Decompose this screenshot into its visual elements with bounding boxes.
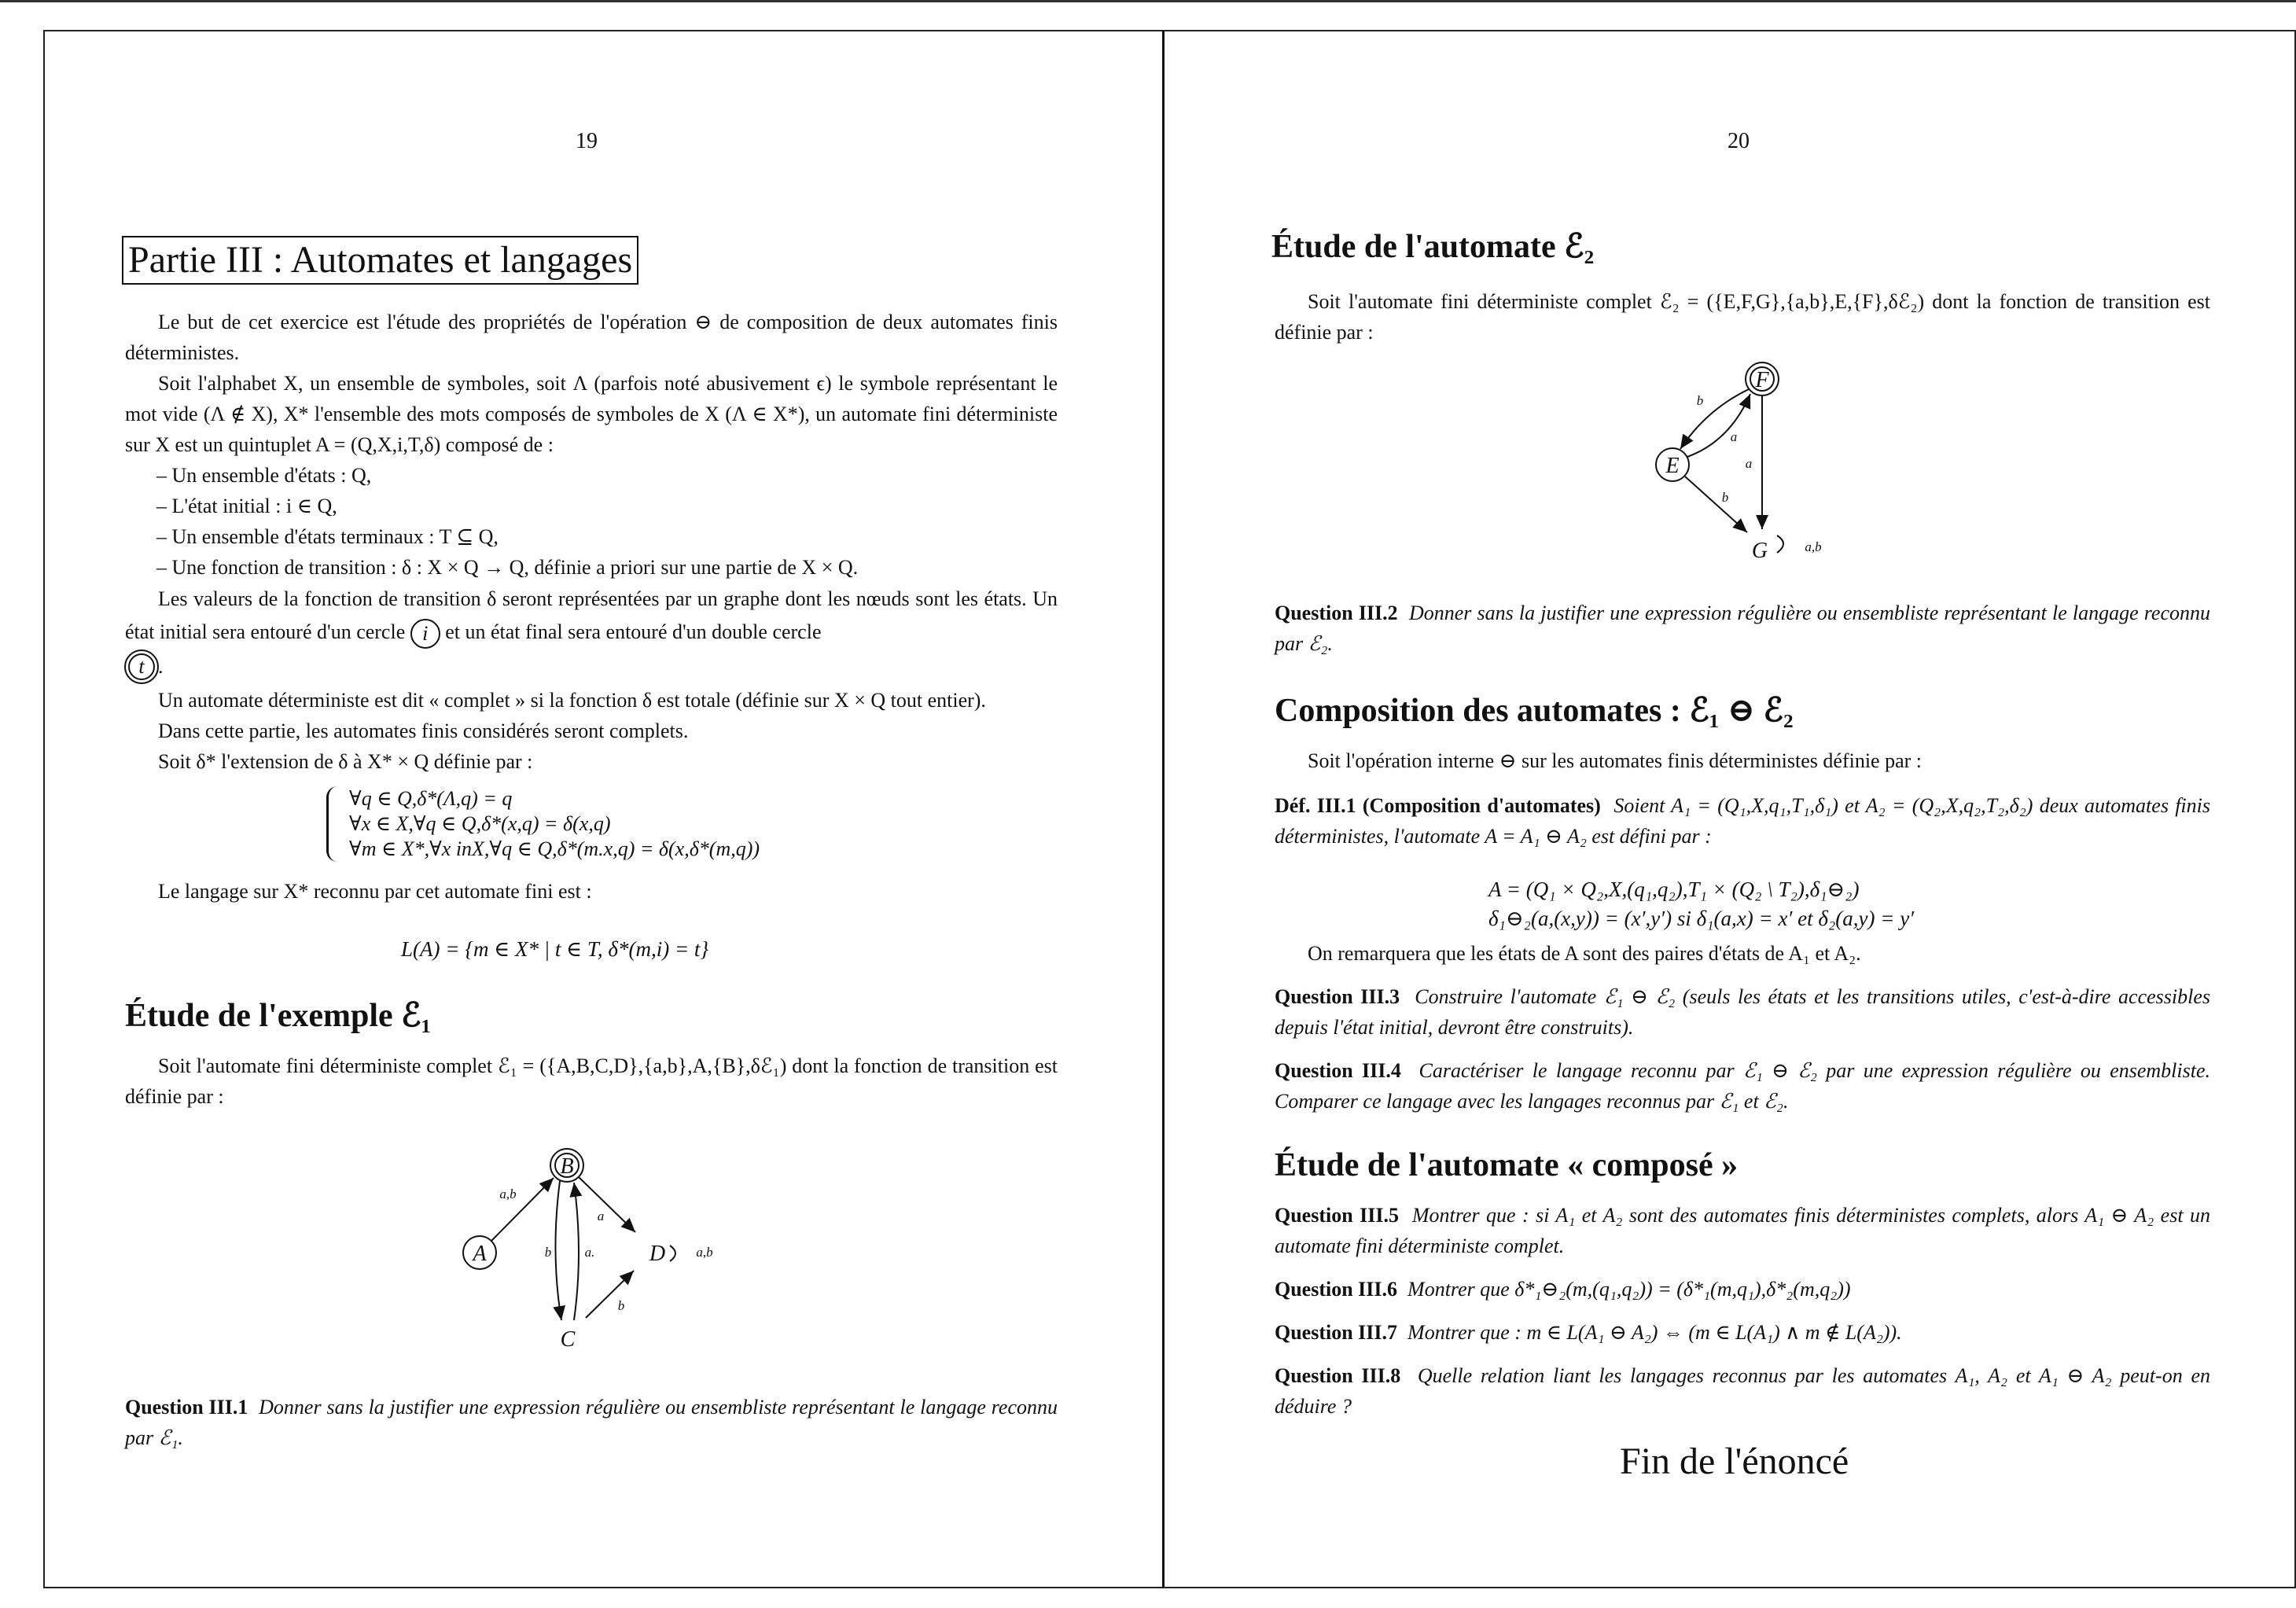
intro-text	[125, 307, 1058, 777]
top-border	[0, 0, 2296, 2]
example-text: Soit l'automate fini déterministe complet ℰ₁ = ({A,B,C,D},{a,b},A,{B},δℰ₁) dont la fonction de transition est définie par :	[125, 1054, 1058, 1109]
question-text: Construire l'automate ℰ₁ ⊖ ℰ₂ (seuls les états et les transitions utiles, c'est-à-dire accessibles depuis l'état initial, devront être construits).	[1275, 985, 2210, 1039]
page-number: 19	[576, 129, 598, 153]
loop-g	[1777, 535, 1783, 553]
edge-label: b	[617, 1298, 625, 1314]
question-3-4	[1275, 1055, 2210, 1117]
question-label: Question III.8	[1275, 1364, 1401, 1387]
composition-formula	[1488, 875, 1914, 933]
definition-label: Déf. III.1 (Composition d'automates)	[1275, 794, 1601, 817]
question-3-5	[1275, 1200, 2210, 1261]
graph-text-b: et un état final sera entouré d'un double cercle	[445, 620, 822, 643]
intro-paragraph: Le but de cet exercice est l'étude des propriétés de l'opération ⊖ de composition de deux automates finis déterministes.	[125, 311, 1058, 364]
section2-paragraph: Soit l'opération interne ⊖ sur les automates finis déterministes définie par :	[1308, 749, 1923, 772]
question-text: Donner sans la justifier une expression régulière ou ensembliste représentant le langage reconnu par ℰ₁.	[125, 1396, 1058, 1450]
left-column	[125, 236, 1058, 1453]
state-d-label: D	[649, 1242, 666, 1267]
edge-label: a,b	[499, 1187, 517, 1202]
question-3-7	[1275, 1317, 2210, 1348]
list-item: – Un ensemble d'états terminaux : T ⊆ Q,	[156, 525, 499, 548]
system-line: ∀q ∈ Q,δ*(Λ,q) = q	[349, 787, 513, 811]
list-item: – L'état initial : i ∈ Q,	[156, 495, 337, 517]
loop-label: a,b	[1805, 539, 1822, 554]
state-e-label: E	[1665, 454, 1680, 478]
edge-label: b	[1721, 490, 1729, 505]
complet-paragraph: Un automate déterministe est dit « complet » si la fonction δ est totale (définie sur X × Q tout entier).	[158, 689, 986, 712]
question-3-3	[1275, 981, 2210, 1043]
question-label: Question III.3	[1275, 985, 1400, 1008]
page-number: 20	[1728, 129, 1750, 153]
final-state-double-circle-icon: t	[128, 653, 155, 680]
language-intro: Le langage sur X* reconnu par cet automate fini est :	[158, 880, 592, 903]
end-of-statement: Fin de l'énoncé	[1620, 1441, 1849, 1482]
state-a-label: A	[473, 1242, 487, 1267]
edge-label: a	[1745, 456, 1753, 471]
right-column	[1271, 226, 2211, 1485]
question-3-6	[1275, 1274, 2210, 1304]
edge-c-b	[574, 1183, 579, 1320]
definition-3-1	[1275, 790, 2210, 852]
loop-d	[670, 1246, 675, 1261]
edge-label: a	[597, 1209, 605, 1224]
question-label: Question III.7	[1275, 1321, 1398, 1344]
section-title: Étude de l'automate « composé »	[1275, 1147, 1739, 1183]
partie-paragraph: Dans cette partie, les automates finis considérés seront complets.	[158, 719, 689, 743]
extension-paragraph: Soit δ* l'extension de δ à X* × Q définie par :	[158, 750, 533, 774]
section-title: Composition des automates : ℰ₁ ⊖ ℰ₂	[1275, 693, 1794, 729]
section1-paragraph	[1275, 286, 2210, 348]
question-text: Montrer que : si A₁ et A₂ sont des automates finis déterministes complets, alors A₁ ⊖ A₂ est un automate fini déterministe complet.	[1275, 1204, 2210, 1257]
graph-paragraph	[125, 583, 1058, 649]
edge-b-d	[579, 1177, 635, 1232]
question-3-1	[125, 1392, 1058, 1453]
question-text: Montrer que δ*₁⊖₂(m,(q₁,q₂)) = (δ*₁(m,q₁),δ*₂(m,q₂))	[1407, 1278, 1851, 1301]
state-b-label: B	[560, 1154, 574, 1179]
edge-b-c	[555, 1181, 561, 1320]
question-label: Question III.5	[1275, 1204, 1399, 1227]
definition-text: Soient A₁ = (Q₁,X,q₁,T₁,δ₁) et A₂ = (Q₂,X,q₂,T₂,δ₂) deux automates finis déterministes, l'automate A = A₁ ⊖ A₂ est défini par :	[1275, 794, 2210, 848]
system-line: ∀x ∈ X,∀q ∈ Q,δ*(x,q) = δ(x,q)	[349, 812, 611, 836]
system-line: ∀m ∈ X*,∀x inX,∀q ∈ Q,δ*(m.x,q) = δ(x,δ*(m,q))	[349, 837, 760, 861]
section-title: Étude de l'automate ℰ₂	[1271, 229, 1595, 265]
graph-text-a: Les valeurs de la fonction de transition δ seront représentées par un graphe dont les nœuds sont les états. Un état initial sera entouré d'un cercle	[125, 587, 1058, 643]
part-title: Partie III : Automates et langages	[122, 236, 638, 285]
remark: On remarquera que les états de A sont des paires d'états de A₁ et A₂.	[1308, 942, 1861, 965]
automaton-e2-diagram	[1636, 351, 1840, 571]
question-3-2	[1275, 598, 2210, 659]
extension-system	[326, 786, 760, 862]
formula-line: A = (Q₁ × Q₂,X,(q₁,q₂),T₁ × (Q₂ \ T₂),δ₁⊖₂)	[1488, 878, 1860, 901]
edge-c-d	[586, 1271, 634, 1318]
edge-label: a	[1730, 429, 1738, 444]
final-state-line: t .	[125, 649, 1058, 685]
section-title: Étude de l'exemple ℰ₁	[125, 998, 432, 1035]
question-text: Montrer que : m ∈ L(A₁ ⊖ A₂) ⇔ (m ∈ L(A₁) ∧ m ∉ L(A₂)).	[1407, 1321, 1902, 1344]
question-label: Question III.4	[1275, 1059, 1401, 1082]
state-g-label: G	[1751, 539, 1768, 563]
section1-text: Soit l'automate fini déterministe complet ℰ₂ = ({E,F,G},{a,b},E,{F},δℰ₂) dont la fonction de transition est définie par :	[1275, 290, 2210, 344]
edge-e-g	[1685, 477, 1747, 532]
question-label: Question III.6	[1275, 1278, 1398, 1301]
edge-label: a.	[584, 1245, 595, 1260]
question-text: Quelle relation liant les langages reconnus par les automates A₁, A₂ et A₁ ⊖ A₂ peut-on en déduire ?	[1275, 1364, 2211, 1418]
question-text: Donner sans la justifier une expression régulière ou ensembliste représentant le langage reconnu par ℰ₂.	[1275, 602, 2211, 655]
edge-label: b	[1696, 393, 1704, 408]
loop-label: a,b	[696, 1245, 713, 1260]
list-item: – Une fonction de transition : δ : X × Q → Q, définie a priori sur une partie de X × Q.	[156, 556, 859, 579]
edge-label: b	[544, 1245, 552, 1260]
question-label: Question III.1	[125, 1396, 248, 1419]
state-c-label: C	[560, 1327, 576, 1352]
example-paragraph	[125, 1051, 1058, 1112]
alphabet-paragraph: Soit l'alphabet X, un ensemble de symboles, soit Λ (parfois noté abusivement ϵ) le symbole représentant le mot vide (Λ ∉ X), X* l'ensemble des mots composés de symboles de X (Λ ∈ X*), un automate fini déterministe sur X est un quintuplet A = (Q,X,i,T,δ) composé de :	[125, 372, 1058, 456]
language-formula: L(A) = {m ∈ X* | t ∈ T, δ*(m,i) = t}	[401, 937, 709, 962]
edge-f-e	[1680, 389, 1749, 449]
automaton-e1-diagram	[440, 1128, 739, 1363]
question-label: Question III.2	[1275, 602, 1398, 624]
initial-state-circle-icon: i	[410, 619, 440, 649]
question-3-8	[1275, 1360, 2210, 1422]
state-f-label: F	[1755, 368, 1769, 392]
question-text: Caractériser le langage reconnu par ℰ₁ ⊖ ℰ₂ par une expression régulière ou ensembliste. Comparer ce langage avec les langages reconnus par ℰ₁ et ℰ₂.	[1275, 1059, 2210, 1113]
formula-line: δ₁⊖₂(a,(x,y)) = (x′,y′) si δ₁(a,x) = x′ et δ₂(a,y) = y′	[1488, 907, 1915, 930]
list-item: – Un ensemble d'états : Q,	[156, 464, 372, 487]
